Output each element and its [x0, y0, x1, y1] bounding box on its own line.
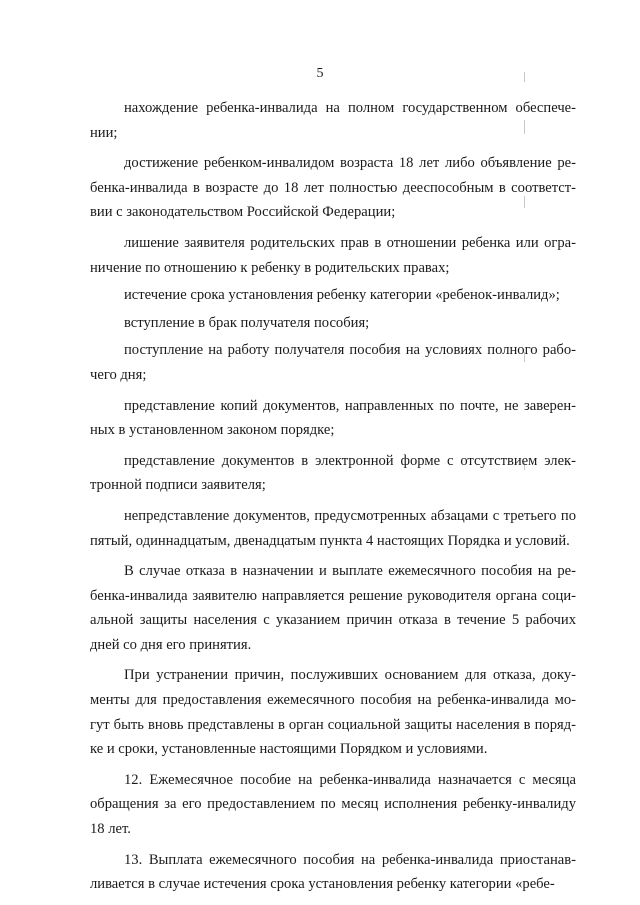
paragraph: достижение ребенком-инвалидом возраста 18 лет либо объявление ре- бенка-инвалида в возрасте до 18 лет полностью дееспособным в соответст- вии с законодательством Российской Федерации; [90, 155, 576, 221]
paragraph: представление копий документов, направленных по почте, не заверен- ных в установленном законом порядке; [90, 397, 576, 439]
paragraph: поступление на работу получателя пособия на условиях полного рабо- чего дня; [90, 342, 576, 383]
paragraph: При устранении причин, послуживших основанием для отказа, доку- менты для предоставления ежемесячного пособия на ребенка-инвалида мо- гут быть вновь представлены в орган социальной защиты населения в поряд- ке и сроки, установленные настоящими Порядком и условиями. [90, 667, 576, 758]
paragraph: непредставление документов, предусмотренных абзацами с третьего по пятый, одиннадцатым, двенадцатым пункта 4 настоящих Порядка и условий. [90, 507, 576, 549]
paragraph: лишение заявителя родительских прав в отношении ребенка или огра- ничение по отношению к ребенку в родительских правах; [90, 234, 576, 276]
paragraph: вступление в брак получателя пособия; [124, 314, 370, 331]
scan-artifact [524, 72, 525, 82]
page-number: 5 [316, 66, 324, 81]
body-text [90, 96, 576, 897]
paragraph: истечение срока установления ребенку категории «ребенок-инвалид»; [124, 287, 560, 304]
paragraph: представление документов в электронной форме с отсутствием элек- тронной подписи заявителя; [90, 452, 576, 494]
paragraph: В случае отказа в назначении и выплате ежемесячного пособия на ре- бенка-инвалида заявителю направляется решение руководителя органа соци- альной защиты населения с указанием причин отказа в течение 5 рабочих дней со дня его принятия. [90, 563, 576, 653]
paragraph: 12. Ежемесячное пособие на ребенка-инвалида назначается с месяца обращения за его предоставлением по месяц исполнения ребенку-инвалиду 18 лет. [90, 771, 576, 838]
paragraph: 13. Выплата ежемесячного пособия на ребенка-инвалида приостанав- ливается в случае истечения срока установления ребенку категории «ребе- [90, 851, 576, 893]
paragraph: нахождение ребенка-инвалида на полном государственном обеспече- нии; [90, 100, 576, 141]
